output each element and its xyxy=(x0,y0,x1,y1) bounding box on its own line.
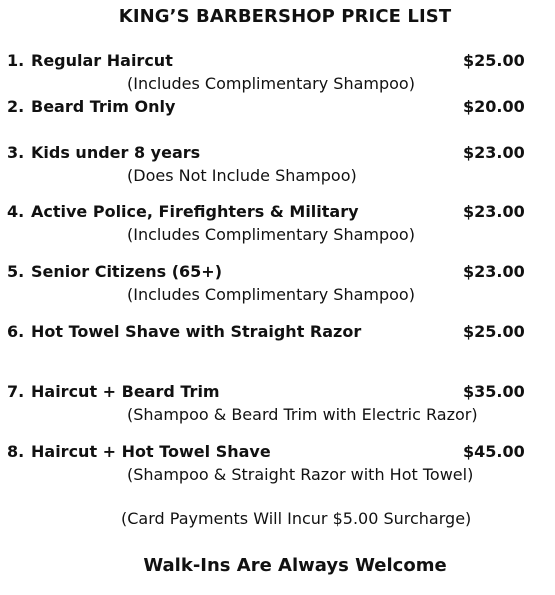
price-list-item xyxy=(0,382,555,404)
service-name: Kids under 8 years xyxy=(31,143,201,162)
price-list-item xyxy=(0,262,555,284)
item-number: 1. xyxy=(7,51,25,70)
price-list-item xyxy=(0,143,555,165)
page-title: KING’S BARBERSHOP PRICE LIST xyxy=(118,6,452,27)
service-note: (Includes Complimentary Shampoo) xyxy=(127,225,415,244)
price-list-item xyxy=(0,202,555,224)
surcharge-notice: (Card Payments Will Incur $5.00 Surcharge) xyxy=(121,509,472,528)
price-list-item xyxy=(0,97,555,119)
price-list-item xyxy=(0,51,555,73)
service-note: (Does Not Include Shampoo) xyxy=(127,166,357,185)
item-number: 4. xyxy=(7,202,25,221)
service-price: $25.00 xyxy=(463,322,525,341)
service-name: Haircut + Beard Trim xyxy=(31,382,220,401)
service-price: $35.00 xyxy=(463,382,525,401)
item-number: 3. xyxy=(7,143,25,162)
walk-ins-banner: Walk-Ins Are Always Welcome xyxy=(143,555,447,576)
service-name: Beard Trim Only xyxy=(31,97,176,116)
item-number: 6. xyxy=(7,322,25,341)
item-number: 8. xyxy=(7,442,25,461)
service-price: $45.00 xyxy=(463,442,525,461)
item-number: 7. xyxy=(7,382,25,401)
service-name: Haircut + Hot Towel Shave xyxy=(31,442,271,461)
service-name: Senior Citizens (65+) xyxy=(31,262,223,281)
service-price: $23.00 xyxy=(463,262,525,281)
item-number: 2. xyxy=(7,97,25,116)
service-price: $25.00 xyxy=(463,51,525,70)
service-note: (Includes Complimentary Shampoo) xyxy=(127,74,415,93)
price-list-item xyxy=(0,322,555,344)
service-note: (Shampoo & Beard Trim with Electric Razor) xyxy=(127,405,478,424)
service-note: (Shampoo & Straight Razor with Hot Towel) xyxy=(127,465,474,484)
service-name: Regular Haircut xyxy=(31,51,173,70)
price-list-item xyxy=(0,442,555,464)
service-name: Hot Towel Shave with Straight Razor xyxy=(31,322,362,341)
item-number: 5. xyxy=(7,262,25,281)
service-name: Active Police, Firefighters & Military xyxy=(31,202,359,221)
service-price: $20.00 xyxy=(463,97,525,116)
service-price: $23.00 xyxy=(463,202,525,221)
service-price: $23.00 xyxy=(463,143,525,162)
service-note: (Includes Complimentary Shampoo) xyxy=(127,285,415,304)
